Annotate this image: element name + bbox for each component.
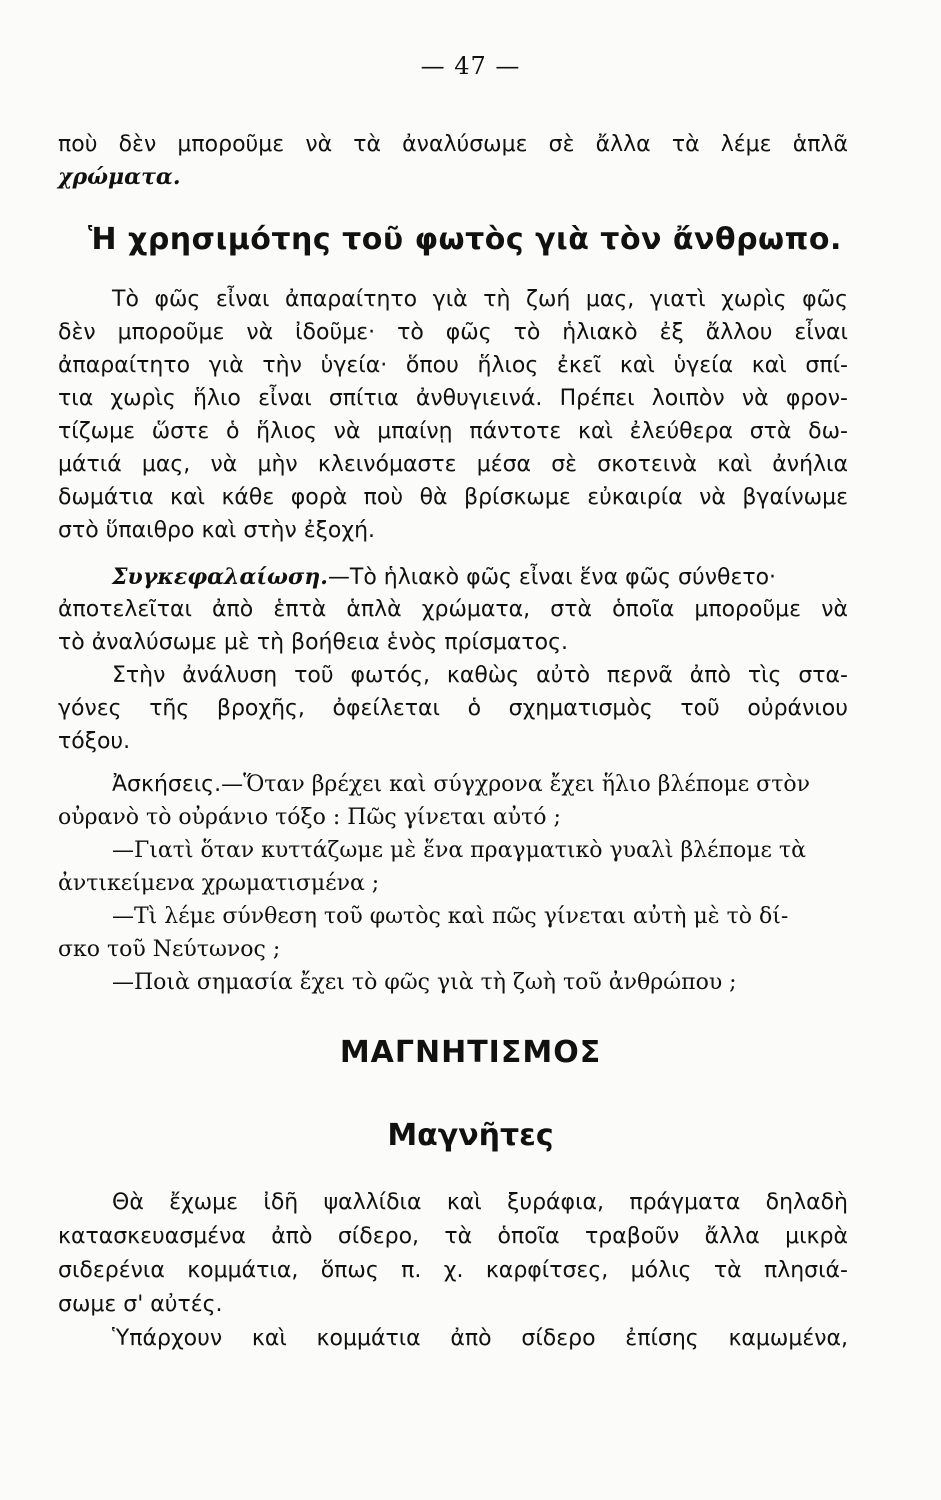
paragraph1-line-8: στὸ ὕπαιθρο καὶ στὴν ἐξοχή. — [58, 518, 376, 543]
paragraph1-line-4: τια χωρὶς ἥλιο εἶναι σπίτια ἀνθυγιεινά. Πρέπει λοιπὸν νὰ φρον- — [58, 386, 848, 411]
intro-line-1: ποὺ δὲν μποροῦμε νὰ τὰ ἀναλύσωμε σὲ ἄλλα τὰ λέμε ἁπλᾶ — [58, 132, 848, 157]
exercise-line-3: —Γιατὶ ὅταν κυττάζωμε μὲ ἕνα πραγματικὸ γυαλὶ βλέπομε τὰ — [112, 838, 806, 863]
paragraph1-line-3: ἀπαραίτητο γιὰ τὴν ὑγεία· ὅπου ἥλιος ἐκεῖ καὶ ὑγεία καὶ σπί- — [58, 353, 848, 378]
paragraph1-line-6: μάτιά μας, νὰ μὴν κλεινόμαστε μέσα σὲ σκοτεινὰ καὶ ἀνήλια — [58, 452, 848, 477]
section-heading: Ἡ χρησιμότης τοῦ φωτὸς γιὰ τὸν ἄνθρωπο. — [88, 222, 842, 257]
intro-line-2: χρώματα. — [58, 164, 181, 190]
exercise-line-7: —Ποιὰ σημασία ἔχει τὸ φῶς γιὰ τὴ ζωὴ τοῦ ἀνθρώπου ; — [112, 970, 737, 995]
paragraph2-line-3: σιδερένια κομμάτια, ὅπως π. χ. καρφίτσες, μόλις τὰ πλησιά- — [58, 1258, 848, 1283]
exercise-line-1 — [112, 770, 848, 800]
chapter-title: ΜΑΓΝΗΤΙΣΜΟΣ — [339, 1035, 602, 1070]
exercise-line-5: —Τὶ λέμε σύνθεση τοῦ φωτὸς καὶ πῶς γίνεται αὐτὴ μὲ τὸ δί- — [112, 904, 789, 929]
summary-line-6: τόξου. — [58, 729, 131, 754]
summary-line-2: ἀποτελεῖται ἀπὸ ἑπτὰ ἁπλὰ χρώματα, στὰ ὁποῖα μποροῦμε νὰ — [58, 597, 848, 622]
summary-line-1-text: —Τὸ ἡλιακὸ φῶς εἶναι ἕνα φῶς σύνθετο· — [327, 565, 777, 590]
summary-line-5: γόνες τῆς βροχῆς, ὀφείλεται ὁ σχηματισμὸς τοῦ οὐράνιου — [58, 696, 848, 721]
exercise-line-4: ἀντικείμενα χρωματισμένα ; — [58, 871, 380, 896]
exercise-q1-text: —Ὅταν βρέχει καὶ σύγχρονα ἔχει ἥλιο βλέπομε στὸν — [221, 772, 810, 797]
paragraph2-line-5: Ὑπάρχουν καὶ κομμάτια ἀπὸ σίδερο ἐπίσης καμωμένα, — [112, 1326, 848, 1351]
summary-line-4: Στὴν ἀνάλυση τοῦ φωτός, καθὼς αὐτὸ περνᾶ ἀπὸ τὶς στα- — [112, 663, 848, 688]
exercise-line-6: σκο τοῦ Νεύτωνος ; — [58, 937, 281, 962]
paragraph2-line-2: κατασκευασμένα ἀπὸ σίδερο, τὰ ὁποῖα τραβοῦν ἄλλα μικρὰ — [58, 1224, 848, 1249]
exercise-line-2: οὐρανὸ τὸ οὐράνιο τόξο : Πῶς γίνεται αὐτό ; — [58, 805, 561, 830]
summary-line-1 — [112, 562, 848, 593]
paragraph1-line-1: Τὸ φῶς εἶναι ἀπαραίτητο γιὰ τὴ ζωή μας, γιατὶ χωρὶς φῶς — [112, 287, 848, 312]
paragraph1-line-7: δωμάτια καὶ κάθε φορὰ ποὺ θὰ βρίσκωμε εὐκαιρία νὰ βγαίνωμε — [58, 485, 848, 510]
page-number: — 47 — — [420, 52, 521, 80]
summary-line-3: τὸ ἀναλύσωμε μὲ τὴ βοήθεια ἑνὸς πρίσματος. — [58, 630, 569, 655]
paragraph2-line-1: Θὰ ἔχωμε ἰδῆ ψαλλίδια καὶ ξυράφια, πράγματα δηλαδὴ — [112, 1190, 848, 1215]
summary-label: Συγκεφαλαίωση. — [112, 564, 328, 590]
exercises-label: Ἀσκήσεις. — [112, 772, 222, 797]
paragraph1-line-5: τίζωμε ὥστε ὁ ἥλιος νὰ μπαίνῃ πάντοτε καὶ ἐλεύθερα στὰ δω- — [58, 419, 848, 444]
paragraph1-line-2: δὲν μποροῦμε νὰ ἰδοῦμε· τὸ φῶς τὸ ἡλιακὸ ἐξ ἄλλου εἶναι — [58, 320, 848, 345]
chapter-subtitle: Μαγνῆτες — [387, 1118, 554, 1153]
paragraph2-line-4: σωμε σ' αὐτές. — [58, 1292, 223, 1317]
